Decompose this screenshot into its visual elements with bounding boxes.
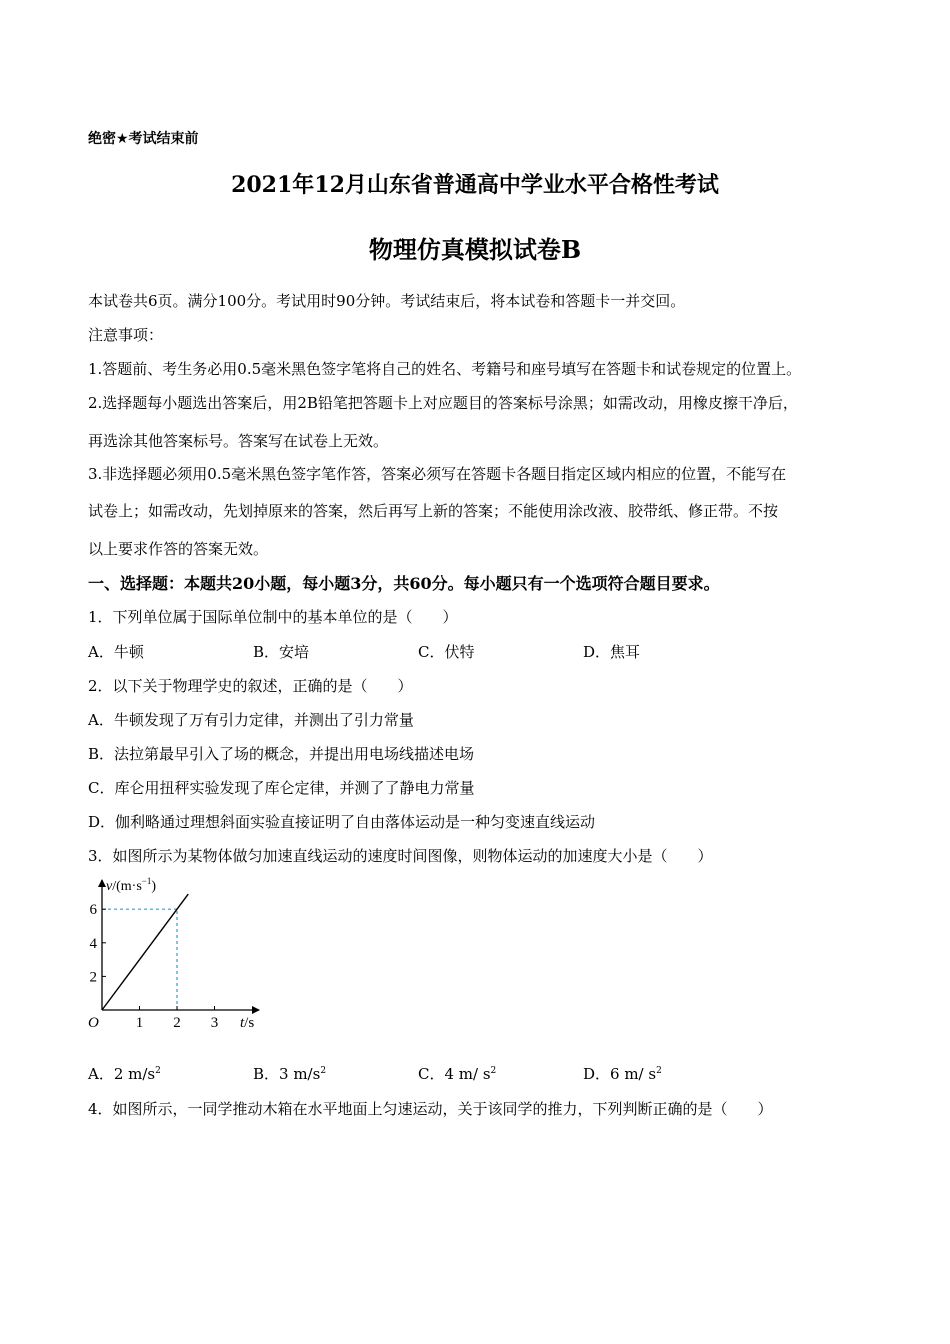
y-axis-var: v: [106, 879, 113, 894]
notice-3b: 试卷上；如需改动，先划掉原来的答案，然后再写上新的答案；不能使用涂改液、胶带纸、修正带。不按: [88, 502, 779, 520]
q4-stem: 4．如图所示，一同学推动木箱在水平地面上匀速运动，关于该同学的推力，下列判断正确的是（ ）: [88, 1100, 773, 1118]
x-axis-unit: /s: [244, 1015, 255, 1031]
origin-label: O: [88, 1015, 99, 1031]
q3-option-d: [583, 1063, 662, 1084]
q3-option-c-exp: 2: [490, 1066, 497, 1076]
x-axis-label: [240, 1015, 254, 1031]
q2-option-a: A．牛顿发现了万有引力定律，并测出了引力常量: [88, 711, 414, 729]
x-tick-label-3: 3: [210, 1015, 219, 1031]
q3-option-a-text: A．2 m/s: [88, 1065, 156, 1083]
q1-option-c: C．伏特: [418, 643, 475, 661]
q3-option-d-text: D．6 m/ s: [583, 1065, 657, 1083]
velocity-line: [102, 894, 188, 1010]
secret-mark: 绝密★考试结束前: [88, 131, 199, 147]
q3-option-d-exp: 2: [656, 1066, 662, 1076]
q3-option-c: [418, 1063, 496, 1084]
q3-stem: 3．如图所示为某物体做匀加速直线运动的速度时间图像，则物体运动的加速度大小是（ ）: [88, 847, 713, 865]
y-tick-label-6: 6: [89, 902, 97, 919]
notice-2a: 2.选择题每小题选出答案后，用2B铅笔把答题卡上对应题目的答案标号涂黑；如需改动，用橡皮擦干净后，: [88, 394, 798, 412]
y-axis-close: ): [151, 879, 157, 894]
q2-option-c: C．库仑用扭秤实验发现了库仑定律，并测了了静电力常量: [88, 779, 475, 797]
x-axis-var: t: [240, 1015, 245, 1031]
q2-option-b: B．法拉第最早引入了场的概念，并提出用电场线描述电场: [88, 745, 475, 763]
x-tick-label-1: 1: [135, 1015, 144, 1031]
q3-option-a: [88, 1063, 161, 1084]
y-tick-label-4: 4: [89, 935, 97, 952]
q3-option-a-exp: 2: [155, 1066, 161, 1076]
y-axis-label: [106, 876, 156, 894]
q3-option-b-exp: 2: [320, 1066, 327, 1076]
q1-option-a: A．牛顿: [88, 643, 144, 661]
q2-option-d: D．伽利略通过理想斜面实验直接证明了自由落体运动是一种匀变速直线运动: [88, 813, 596, 831]
q3-option-c-text: C．4 m/ s: [418, 1065, 491, 1083]
q1-stem: 1．下列单位属于国际单位制中的基本单位的是（ ）: [88, 608, 458, 626]
y-tick-label-2: 2: [89, 969, 97, 986]
y-axis-unit: /(m·s: [112, 879, 142, 894]
notice-2b: 再选涂其他答案标号。答案写在试卷上无效。: [88, 432, 389, 450]
exam-title: 2021年12月山东省普通高中学业水平合格性考试: [231, 172, 719, 198]
y-axis-exp: −1: [141, 876, 152, 886]
x-tick-label-2: 2: [173, 1015, 181, 1031]
q3-option-b: [253, 1063, 326, 1084]
q1-option-b: B．安培: [253, 643, 310, 661]
q2-stem: 2．以下关于物理学史的叙述，正确的是（ ）: [88, 677, 413, 695]
q1-option-d: D．焦耳: [583, 643, 641, 661]
notice-title: 注意事项：: [88, 326, 164, 344]
intro-summary: 本试卷共6页。满分100分。考试用时90分钟。考试结束后，将本试卷和答题卡一并交回。: [88, 292, 686, 310]
notice-3c: 以上要求作答的答案无效。: [88, 540, 269, 558]
section-heading: 一、选择题：本题共20小题，每小题3分，共60分。每小题只有一个选项符合题目要求。: [88, 574, 720, 593]
q3-option-b-text: B．3 m/s: [253, 1065, 321, 1083]
axis-ticks: [90, 902, 219, 1031]
notice-3a: 3.非选择题必须用0.5毫米黑色签字笔作答，答案必须写在答题卡各题目指定区域内相应的位置，不能写在: [88, 465, 787, 483]
notice-1: 1.答题前、考生务必用0.5毫米黑色签字笔将自己的姓名、考籍号和座号填写在答题卡和试卷规定的位置上。: [88, 360, 802, 378]
velocity-time-graph: [84, 872, 274, 1040]
exam-subtitle: 物理仿真模拟试卷B: [368, 235, 582, 264]
